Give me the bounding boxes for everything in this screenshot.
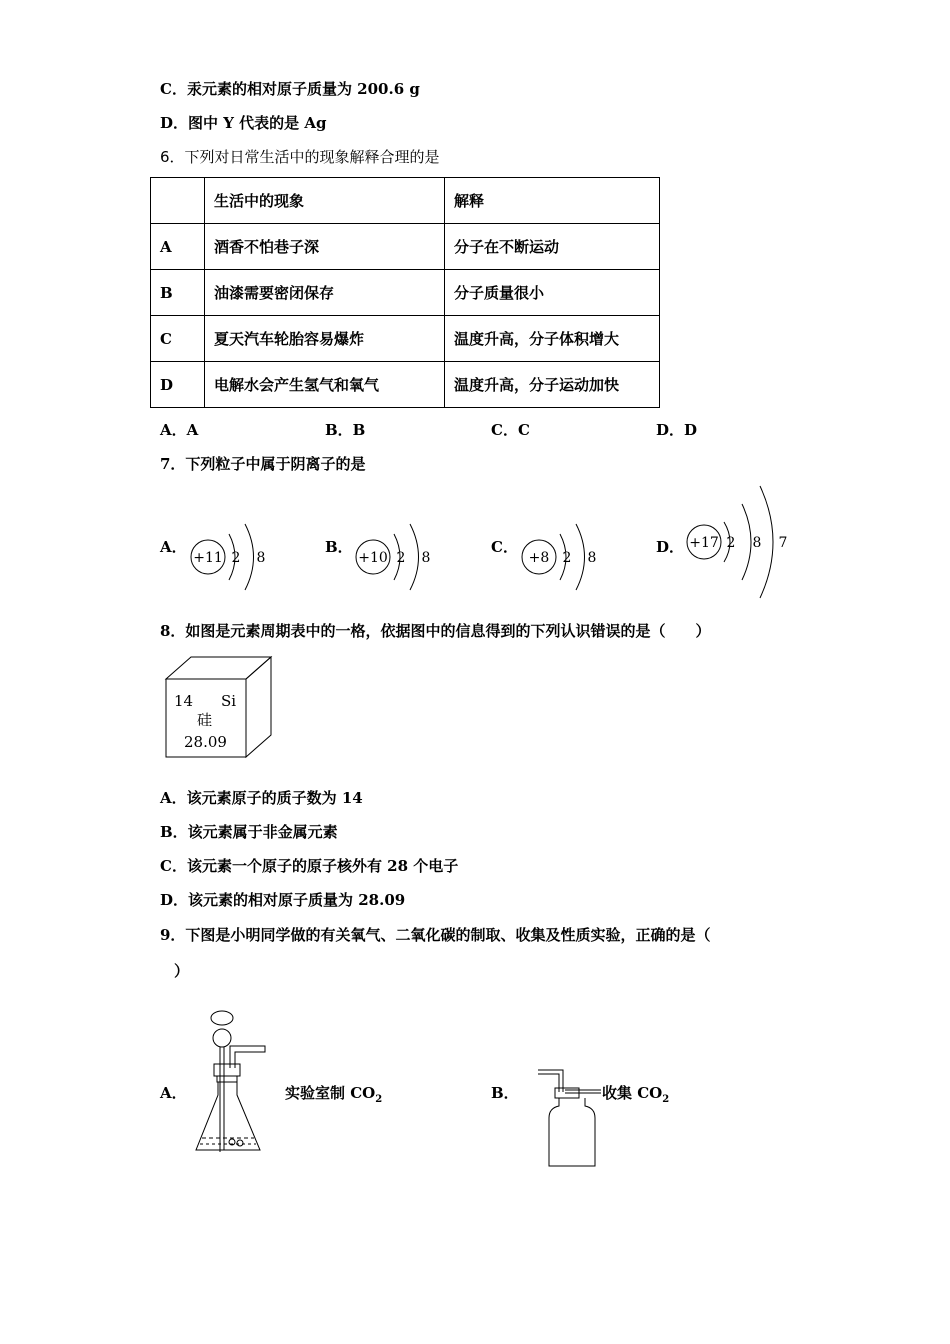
q9-stem: 9．下图是小明同学做的有关氧气、二氧化碳的制取、收集及性质实验，正确的是（ xyxy=(160,926,711,944)
delivery-tube xyxy=(230,1046,265,1068)
q6-option-b: B．B xyxy=(325,421,366,439)
electron-shell-2 xyxy=(576,524,585,590)
q9-label-b: B． xyxy=(491,1084,519,1102)
stopper xyxy=(214,1064,240,1076)
shell-electrons: 8 xyxy=(421,550,431,566)
q6-option-a: A．A xyxy=(160,421,199,439)
q6-option-c: C．C xyxy=(491,421,530,439)
electron-shell-2 xyxy=(410,524,419,590)
table-cell: B xyxy=(151,270,205,316)
nucleus-charge: +17 xyxy=(689,535,719,551)
table-cell: D xyxy=(151,362,205,408)
atomic-mass: 28.09 xyxy=(184,733,227,751)
funnel-bulb xyxy=(213,1029,231,1047)
element-symbol: Si xyxy=(221,692,237,710)
table-row xyxy=(151,224,660,270)
q6-table xyxy=(150,177,660,408)
table-header-row xyxy=(151,178,660,224)
table-header-explanation: 解释 xyxy=(445,178,660,224)
atomic-number: 14 xyxy=(174,692,194,710)
table-cell: 电解水会产生氢气和氧气 xyxy=(205,362,445,408)
table-cell: 酒香不怕巷子深 xyxy=(205,224,445,270)
solid-particle xyxy=(237,1140,243,1146)
q8-option-a: A．该元素原子的质子数为 14 xyxy=(160,789,363,807)
table-cell: 分子质量很小 xyxy=(445,270,660,316)
atom-diagram-a xyxy=(186,510,276,600)
table-header-phenomenon: 生活中的现象 xyxy=(205,178,445,224)
funnel-top xyxy=(211,1011,233,1025)
conical-flask xyxy=(196,1082,260,1150)
q7-stem: 7．下列粒子中属于阴离子的是 xyxy=(160,455,366,473)
element-name: 硅 xyxy=(197,711,213,729)
table-cell: 油漆需要密闭保存 xyxy=(205,270,445,316)
electron-shell-2 xyxy=(245,524,254,590)
q6-option-d: D．D xyxy=(656,421,698,439)
q7-label-b: B． xyxy=(325,538,353,556)
subscript: 2 xyxy=(375,1094,383,1105)
q9-caption-a xyxy=(285,1082,382,1105)
q8-stem: 8．如图是元素周期表中的一格，依据图中的信息得到的下列认识错误的是（ ） xyxy=(160,622,711,640)
table-cell: 温度升高，分子运动加快 xyxy=(445,362,660,408)
table-cell: C xyxy=(151,316,205,362)
caption-text: 收集 CO xyxy=(602,1084,663,1102)
q8-option-c: C．该元素一个原子的原子核外有 28 个电子 xyxy=(160,857,459,875)
table-cell: 温度升高，分子体积增大 xyxy=(445,316,660,362)
table-cell xyxy=(151,178,205,224)
q8-option-d: D．该元素的相对原子质量为 28.09 xyxy=(160,891,406,909)
q9-caption-b xyxy=(602,1082,669,1105)
shell-electrons: 7 xyxy=(778,535,788,551)
periodic-table-cell xyxy=(163,655,275,761)
electron-shell-3 xyxy=(760,486,773,598)
shell-electrons: 2 xyxy=(726,535,736,551)
q7-label-a: A． xyxy=(160,538,187,556)
gas-bottle-image xyxy=(535,1062,605,1172)
q9-stem-end: ） xyxy=(174,962,190,980)
caption-text: 实验室制 CO xyxy=(285,1084,376,1102)
nucleus-charge: +10 xyxy=(358,550,388,566)
electron-shell-2 xyxy=(742,504,751,580)
q5-option-d: D．图中 Y 代表的是 Ag xyxy=(160,114,327,132)
cell-top-face xyxy=(166,657,271,679)
q9-label-a: A． xyxy=(160,1084,187,1102)
table-row xyxy=(151,316,660,362)
table-cell: 分子在不断运动 xyxy=(445,224,660,270)
nucleus-charge: +8 xyxy=(528,550,550,566)
q5-option-c: C．汞元素的相对原子质量为 200.6 g xyxy=(160,80,420,98)
cell-side-face xyxy=(246,657,271,757)
shell-electrons: 2 xyxy=(396,550,406,566)
atom-diagram-d xyxy=(682,480,797,600)
table-cell: A xyxy=(151,224,205,270)
q7-label-c: C． xyxy=(491,538,518,556)
atom-diagram-c xyxy=(517,510,607,600)
table-row xyxy=(151,270,660,316)
flask-apparatus-image xyxy=(190,1000,275,1160)
shell-electrons: 8 xyxy=(752,535,762,551)
shell-electrons: 8 xyxy=(256,550,266,566)
q6-stem: 6．下列对日常生活中的现象解释合理的是 xyxy=(160,148,440,166)
gas-collection-bottle xyxy=(549,1098,595,1166)
table-cell: 夏天汽车轮胎容易爆炸 xyxy=(205,316,445,362)
q7-label-d: D． xyxy=(656,538,685,556)
subscript: 2 xyxy=(662,1094,670,1105)
shell-electrons: 2 xyxy=(562,550,572,566)
shell-electrons: 8 xyxy=(587,550,597,566)
nucleus-charge: +11 xyxy=(193,550,223,566)
table-row xyxy=(151,362,660,408)
shell-electrons: 2 xyxy=(231,550,241,566)
q8-option-b: B．该元素属于非金属元素 xyxy=(160,823,338,841)
atom-diagram-b xyxy=(351,510,441,600)
long-tube xyxy=(538,1074,559,1092)
